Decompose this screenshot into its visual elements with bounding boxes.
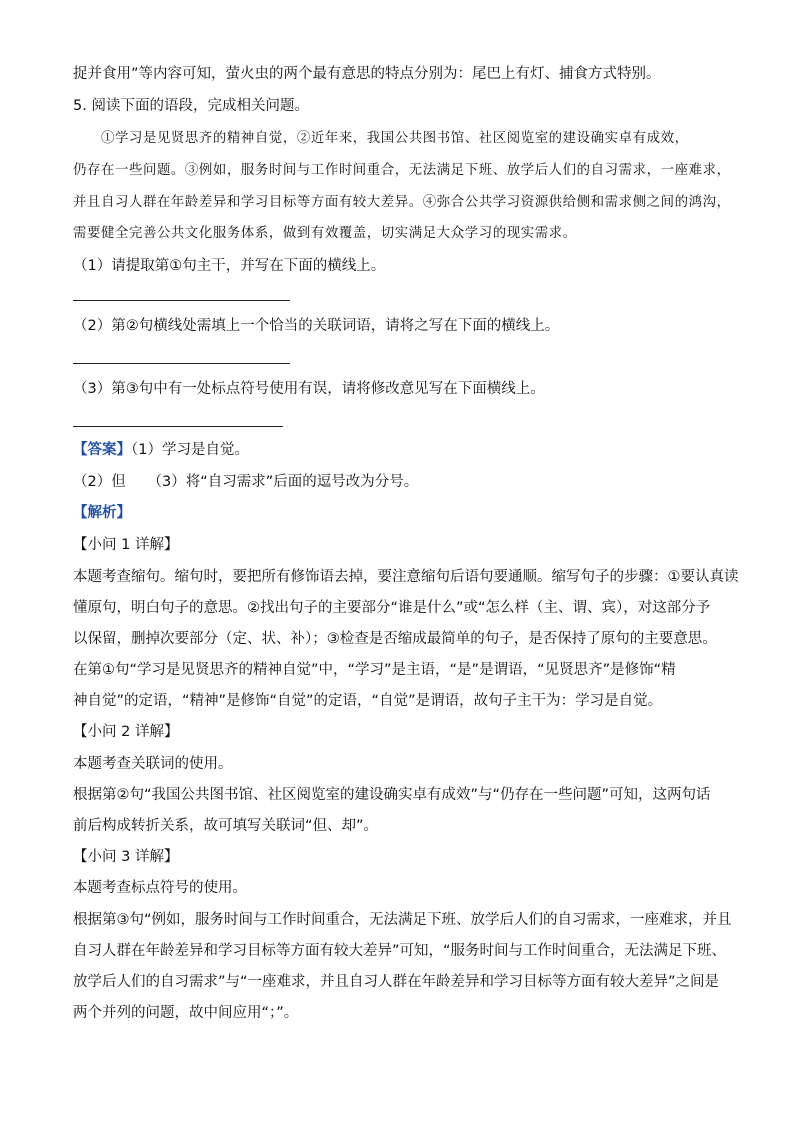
detail-2-text: 根据第②句“我国公共图书馆、社区阅览室的建设确实卓有成效”与“仍存在一些问题”可知，这两句话: [73, 787, 711, 803]
answer-2-3: （2）但 （3）将“自习需求”后面的逗号改为分号。: [73, 474, 419, 490]
passage-line: 需要健全完善公共文化服务体系，做到有效覆盖，切实满足大众学习的现实需求。: [73, 226, 577, 241]
answer-line: [73, 440, 723, 460]
detail-1-text: 懂原句，明白句子的意思。②找出句子的主要部分“谁是什么”或“怎么样（主、谓、宾），对这部分予: [73, 600, 711, 616]
detail-2-text: 前后构成转折关系，故可填写关联词“但、却”。: [73, 818, 379, 834]
detail-1-text: 在第①句“学习是见贤思齐的精神自觉”中，“学习”是主语，“是”是谓语，“见贤思齐”是修饰“精: [73, 662, 676, 678]
analysis-tag: 【解析】: [73, 505, 131, 521]
detail-3-text: 本题考查标点符号的使用。: [73, 880, 247, 896]
answer-tag: 【答案】: [73, 442, 131, 458]
detail-3-text: 根据第③句“例如，服务时间与工作时间重合，无法满足下班、放学后人们的自习需求，一座难求，并且: [73, 912, 732, 928]
sub-question-3: （3）第③句中有一处标点符号使用有误，请将修改意见写在下面横线上。: [73, 381, 545, 397]
answer-blank-2: [73, 363, 290, 364]
detail-3-heading: 【小问 3 详解】: [73, 849, 179, 865]
detail-1-text: 本题考查缩句。缩句时，要把所有修饰语去掉，要注意缩句后语句要通顺。缩写句子的步骤：①要认真读: [73, 569, 739, 585]
sub-question-2: （2）第②句横线处需填上一个恰当的关联词语，请将之写在下面的横线上。: [73, 318, 560, 334]
detail-1-text: 以保留，删掉次要部分（定、状、补）；③检查是否缩成最简单的句子，是否保持了原句的主要意思。: [73, 631, 717, 647]
passage-line: ①学习是见贤思齐的精神自觉，②近年来，我国公共图书馆、社区阅览室的建设确实卓有成效，: [73, 131, 689, 146]
answer-1: （1）学习是自觉。: [131, 442, 249, 458]
sub-question-1: （1）请提取第①句主干，并写在下面的横线上。: [73, 258, 386, 274]
question-5-title: 5. 阅读下面的语段，完成相关问题。: [73, 98, 309, 114]
answer-blank-1: [73, 300, 290, 301]
detail-1-text: 神自觉”的定语，“精神”是修饰“自觉”的定语，“自觉”是谓语，故句子主干为：学习是自觉。: [73, 693, 663, 709]
answer-blank-3: [73, 426, 283, 427]
detail-1-heading: 【小问 1 详解】: [73, 537, 179, 553]
detail-3-text: 两个并列的问题，故中间应用“；”。: [73, 1005, 299, 1021]
detail-2-text: 本题考查关联词的使用。: [73, 756, 233, 772]
detail-2-heading: 【小问 2 详解】: [73, 724, 179, 740]
text-line: 捉并食用”等内容可知，萤火虫的两个最有意思的特点分别为：尾巴上有灯、捕食方式特别。: [73, 66, 661, 82]
detail-3-text: 自习人群在年龄差异和学习目标等方面有较大差异”可知，“服务时间与工作时间重合，无法满足下班、: [73, 943, 727, 959]
analysis-line: [73, 503, 723, 523]
detail-3-text: 放学后人们的自习需求”与“一座难求，并且自习人群在年龄差异和学习目标等方面有较大差异”之间是: [73, 974, 720, 990]
passage-line: 并且自习人群在年龄差异和学习目标等方面有较大差异。④弥合公共学习资源供给侧和需求侧之间的鸿沟，: [73, 195, 731, 210]
passage-line: 仍存在一些问题。③例如，服务时间与工作时间重合，无法满足下班、放学后人们的自习需求，一座难求，: [73, 163, 731, 178]
